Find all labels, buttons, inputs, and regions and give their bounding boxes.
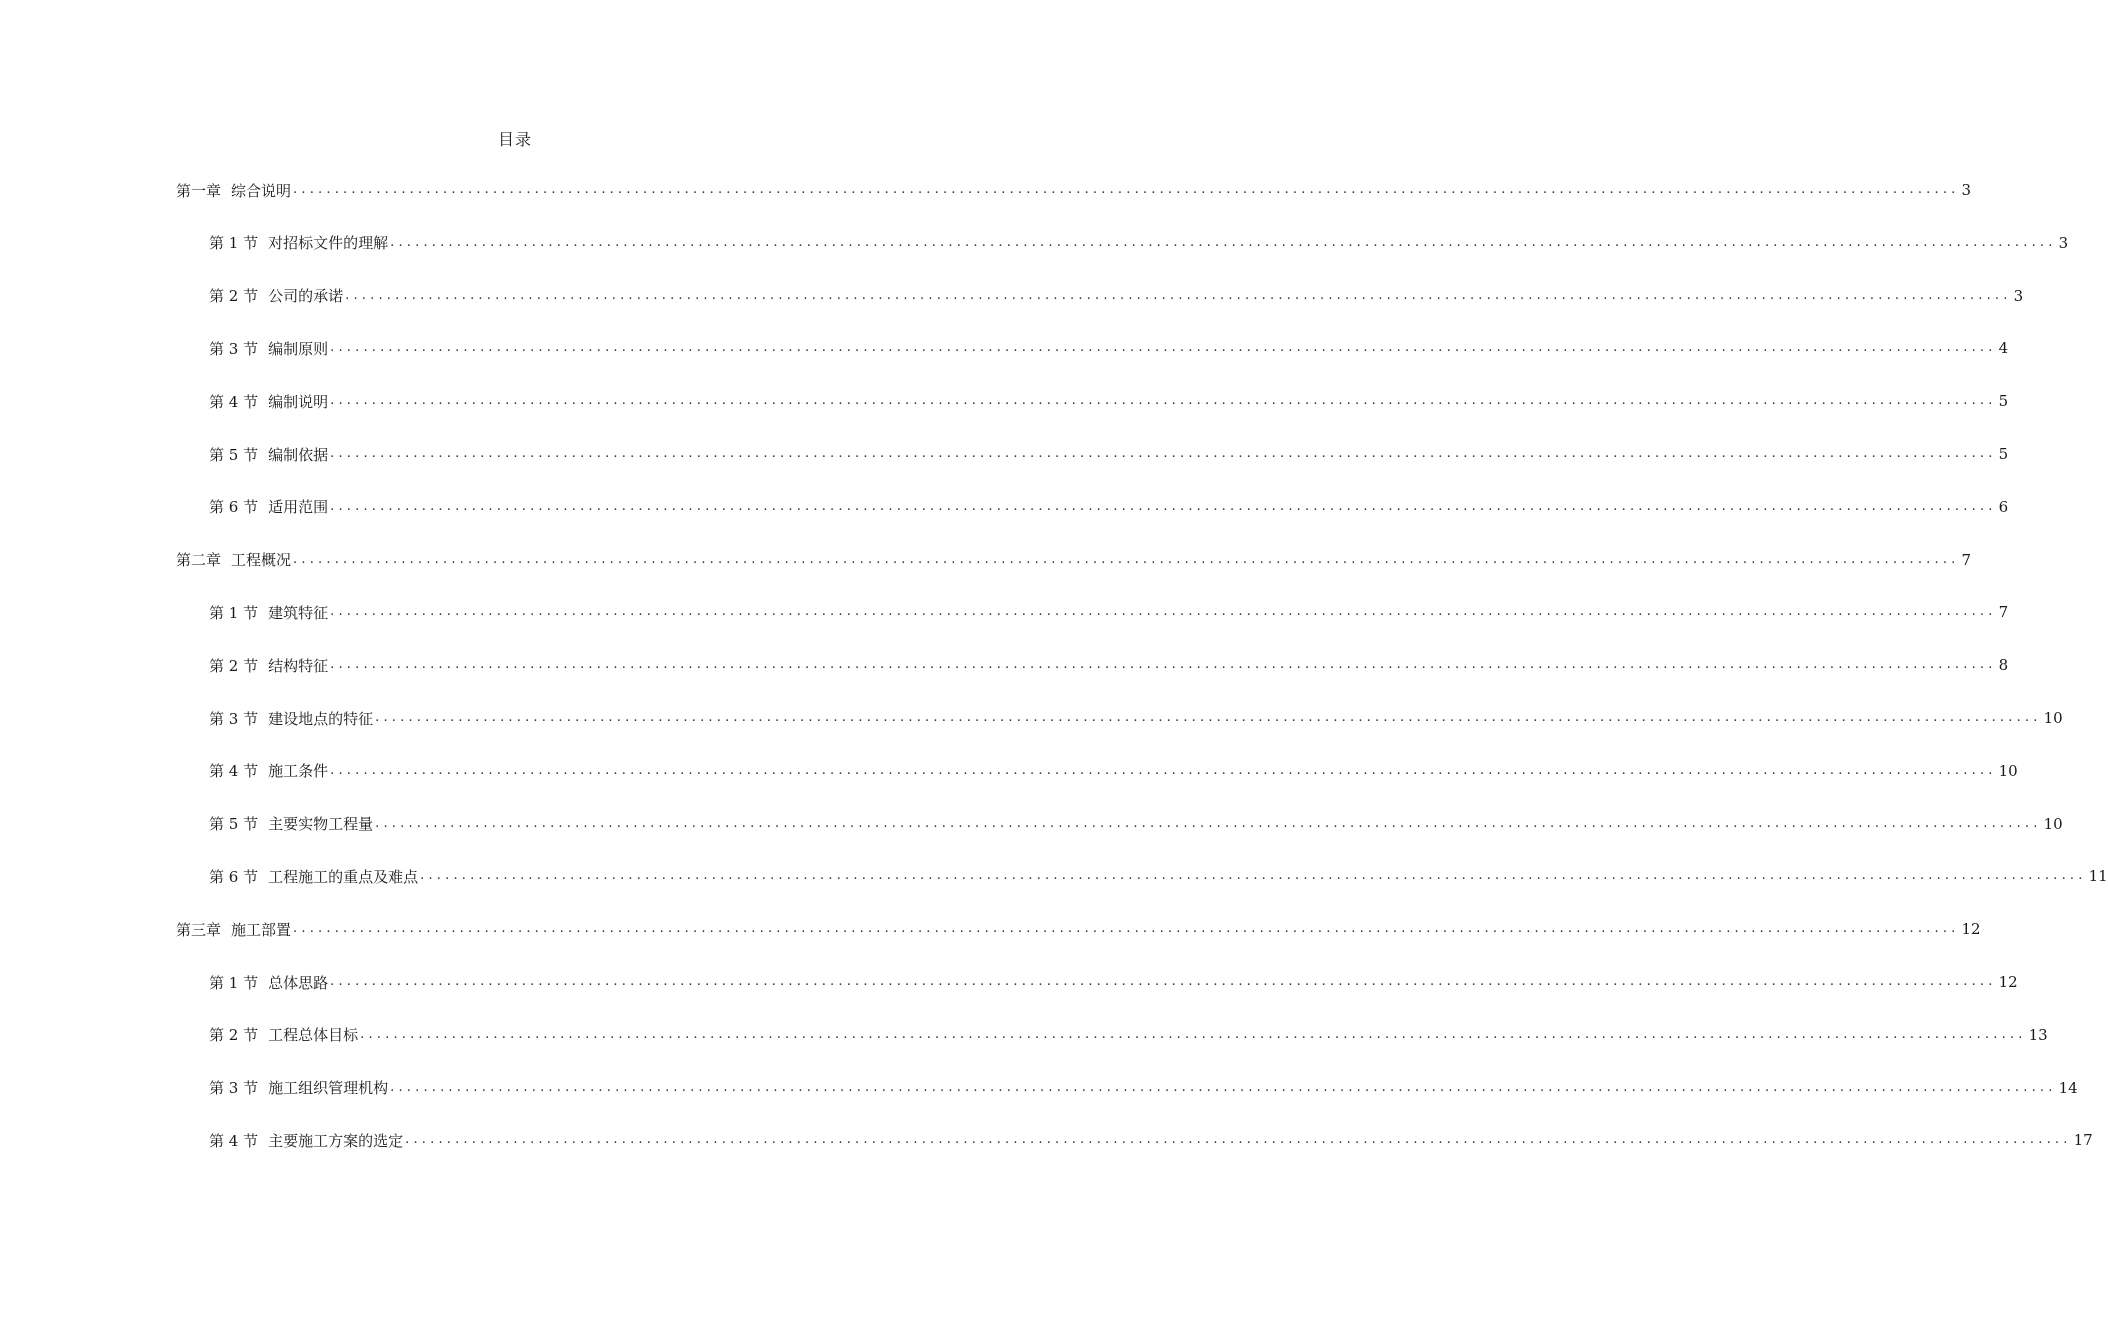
toc-page-number: 10: [1998, 761, 2018, 780]
toc-page-number: 12: [1961, 920, 1981, 939]
toc-entry-number: 第 4 节: [209, 392, 259, 411]
toc-page-number: 4: [1998, 339, 2009, 358]
toc-chapter-entry[interactable]: [176, 175, 1972, 205]
toc-dot-leader: ........................................................................................................................................................................................................: [330, 498, 1997, 514]
toc-dot-leader: ........................................................................................................................................................................................................: [330, 604, 1997, 620]
toc-entry-number: 第 6 节: [209, 498, 259, 517]
toc-entry-title: 主要施工方案的选定: [268, 1131, 404, 1150]
toc-entry-label: [176, 919, 293, 940]
toc-page-number: 3: [2013, 286, 2024, 305]
toc-entry-title: 编制说明: [268, 392, 329, 411]
toc-section-entry[interactable]: [209, 597, 2009, 627]
toc-page-number: 5: [1998, 445, 2009, 463]
toc-entry-label: [176, 549, 293, 570]
toc-entry-title: 结构特征: [268, 656, 329, 675]
toc-entry-label: [209, 496, 330, 517]
toc-dot-leader: ........................................................................................................................................................................................................: [375, 815, 2042, 831]
toc-entry-number: 第 5 节: [209, 445, 259, 464]
toc-chapter-entry[interactable]: [176, 914, 1981, 944]
toc-section-entry[interactable]: [209, 492, 2009, 522]
toc-dot-leader: ........................................................................................................................................................................................................: [345, 287, 2012, 303]
toc-page-number: 17: [2073, 1131, 2093, 1150]
toc-dot-leader: ........................................................................................................................................................................................................: [375, 710, 2042, 725]
toc-page-number: 10: [2043, 814, 2063, 833]
toc-entry-number: 第二章: [176, 551, 222, 570]
toc-section-entry[interactable]: [209, 1125, 2093, 1155]
toc-entry-number: 第 6 节: [209, 867, 259, 886]
toc-dot-leader: ........................................................................................................................................................................................................: [390, 234, 2057, 250]
toc-entry-title: 综合说明: [231, 181, 292, 200]
toc-entry-title: 公司的承诺: [268, 287, 344, 306]
toc-entry-label: [209, 1077, 390, 1098]
toc-page-number: 3: [1961, 181, 1972, 199]
toc-entry-label: [209, 232, 390, 253]
toc-entry-label: [209, 391, 330, 412]
toc-entry-label: [209, 338, 330, 359]
toc-entry-number: 第 3 节: [209, 1079, 259, 1098]
toc-entry-number: 第 1 节: [209, 603, 259, 622]
toc-entry-number: 第一章: [176, 181, 222, 200]
toc-dot-leader: ........................................................................................................................................................................................................: [293, 921, 1960, 937]
toc-entry-label: [209, 444, 330, 465]
toc-entry-title: 主要实物工程量: [268, 815, 374, 834]
toc-page-number: 5: [1998, 392, 2009, 411]
toc-page-number: 13: [2028, 1025, 2048, 1044]
toc-entry-number: 第 3 节: [209, 709, 259, 728]
toc-entry-title: 施工组织管理机构: [268, 1079, 389, 1098]
toc-entry-title: 适用范围: [268, 498, 329, 517]
toc-page-number: 14: [2058, 1078, 2078, 1097]
toc-section-entry[interactable]: [209, 756, 2018, 786]
toc-entry-label: [209, 602, 330, 623]
toc-entry-number: 第 2 节: [209, 656, 259, 675]
toc-entry-label: [209, 1130, 405, 1151]
toc-entry-number: 第 3 节: [209, 339, 259, 358]
toc-entry-number: 第 1 节: [209, 973, 259, 992]
toc-page-number: 6: [1998, 497, 2009, 516]
toc-section-entry[interactable]: [209, 333, 2009, 363]
toc-entry-number: 第 4 节: [209, 762, 259, 781]
toc-entry-title: 编制原则: [268, 339, 329, 358]
toc-section-entry[interactable]: [209, 703, 2063, 733]
toc-entry-title: 施工部置: [231, 920, 292, 939]
toc-dot-leader: ........................................................................................................................................................................................................: [360, 1026, 2027, 1042]
toc-entry-number: 第 5 节: [209, 815, 259, 834]
toc-dot-leader: ........................................................................................................................................................................................................: [293, 551, 1960, 567]
toc-section-entry[interactable]: [209, 281, 2024, 311]
toc-dot-leader: ........................................................................................................................................................................................................: [293, 182, 1960, 197]
toc-dot-leader: ........................................................................................................................................................................................................: [330, 657, 1997, 673]
toc-entry-label: [209, 285, 345, 306]
toc-entry-title: 工程概况: [231, 551, 292, 570]
toc-page-number: 11: [2088, 867, 2108, 886]
toc-entry-title: 编制依据: [268, 445, 329, 464]
toc-dot-leader: ........................................................................................................................................................................................................: [330, 762, 1997, 778]
toc-section-entry[interactable]: [209, 1073, 2078, 1103]
toc-entry-number: 第 4 节: [209, 1131, 259, 1150]
toc-section-entry[interactable]: [209, 650, 2009, 680]
toc-section-entry[interactable]: [209, 967, 2018, 997]
toc-dot-leader: ........................................................................................................................................................................................................: [420, 868, 2087, 884]
toc-entry-number: 第 2 节: [209, 1026, 259, 1045]
toc-entry-number: 第 1 节: [209, 234, 259, 253]
toc-title: 目录: [497, 130, 532, 149]
toc-entry-title: 工程施工的重点及难点: [268, 867, 419, 886]
toc-dot-leader: ........................................................................................................................................................................................................: [330, 340, 1997, 356]
toc-dot-leader: ........................................................................................................................................................................................................: [390, 1079, 2057, 1095]
toc-page-number: 7: [1998, 603, 2009, 622]
toc-section-entry[interactable]: [209, 1020, 2048, 1050]
toc-entry-label: [209, 708, 375, 729]
toc-page-number: 3: [2058, 233, 2069, 252]
toc-entry-number: 第 2 节: [209, 287, 259, 306]
toc-page-number: 10: [2043, 709, 2063, 727]
toc-entry-label: [209, 813, 375, 834]
toc-entry-title: 建筑特征: [268, 603, 329, 622]
toc-page-number: 7: [1961, 550, 1972, 569]
toc-entry-label: [209, 655, 330, 676]
toc-entry-label: [176, 180, 293, 201]
toc-dot-leader: ........................................................................................................................................................................................................: [330, 446, 1997, 461]
toc-entry-title: 总体思路: [268, 973, 329, 992]
toc-chapter-entry[interactable]: [176, 545, 1972, 575]
toc-dot-leader: ........................................................................................................................................................................................................: [330, 974, 1997, 989]
toc-section-entry[interactable]: [209, 228, 2069, 258]
toc-section-entry[interactable]: [209, 861, 2108, 891]
toc-entry-label: [209, 760, 330, 781]
toc-entry-number: 第三章: [176, 920, 222, 939]
toc-entry-title: 施工条件: [268, 762, 329, 781]
toc-section-entry[interactable]: [209, 809, 2063, 839]
toc-dot-leader: ........................................................................................................................................................................................................: [405, 1132, 2072, 1148]
toc-entry-title: 对招标文件的理解: [268, 234, 389, 253]
toc-section-entry[interactable]: [209, 439, 2009, 469]
toc-page-number: 8: [1998, 656, 2009, 675]
toc-entry-title: 建设地点的特征: [268, 709, 374, 728]
toc-entry-label: [209, 972, 330, 993]
toc-entry-title: 工程总体目标: [268, 1026, 359, 1045]
toc-dot-leader: ........................................................................................................................................................................................................: [330, 393, 1997, 409]
toc-page-number: 12: [1998, 973, 2018, 991]
toc-section-entry[interactable]: [209, 386, 2009, 416]
toc-entry-label: [209, 1024, 360, 1045]
toc-entry-label: [209, 866, 420, 887]
